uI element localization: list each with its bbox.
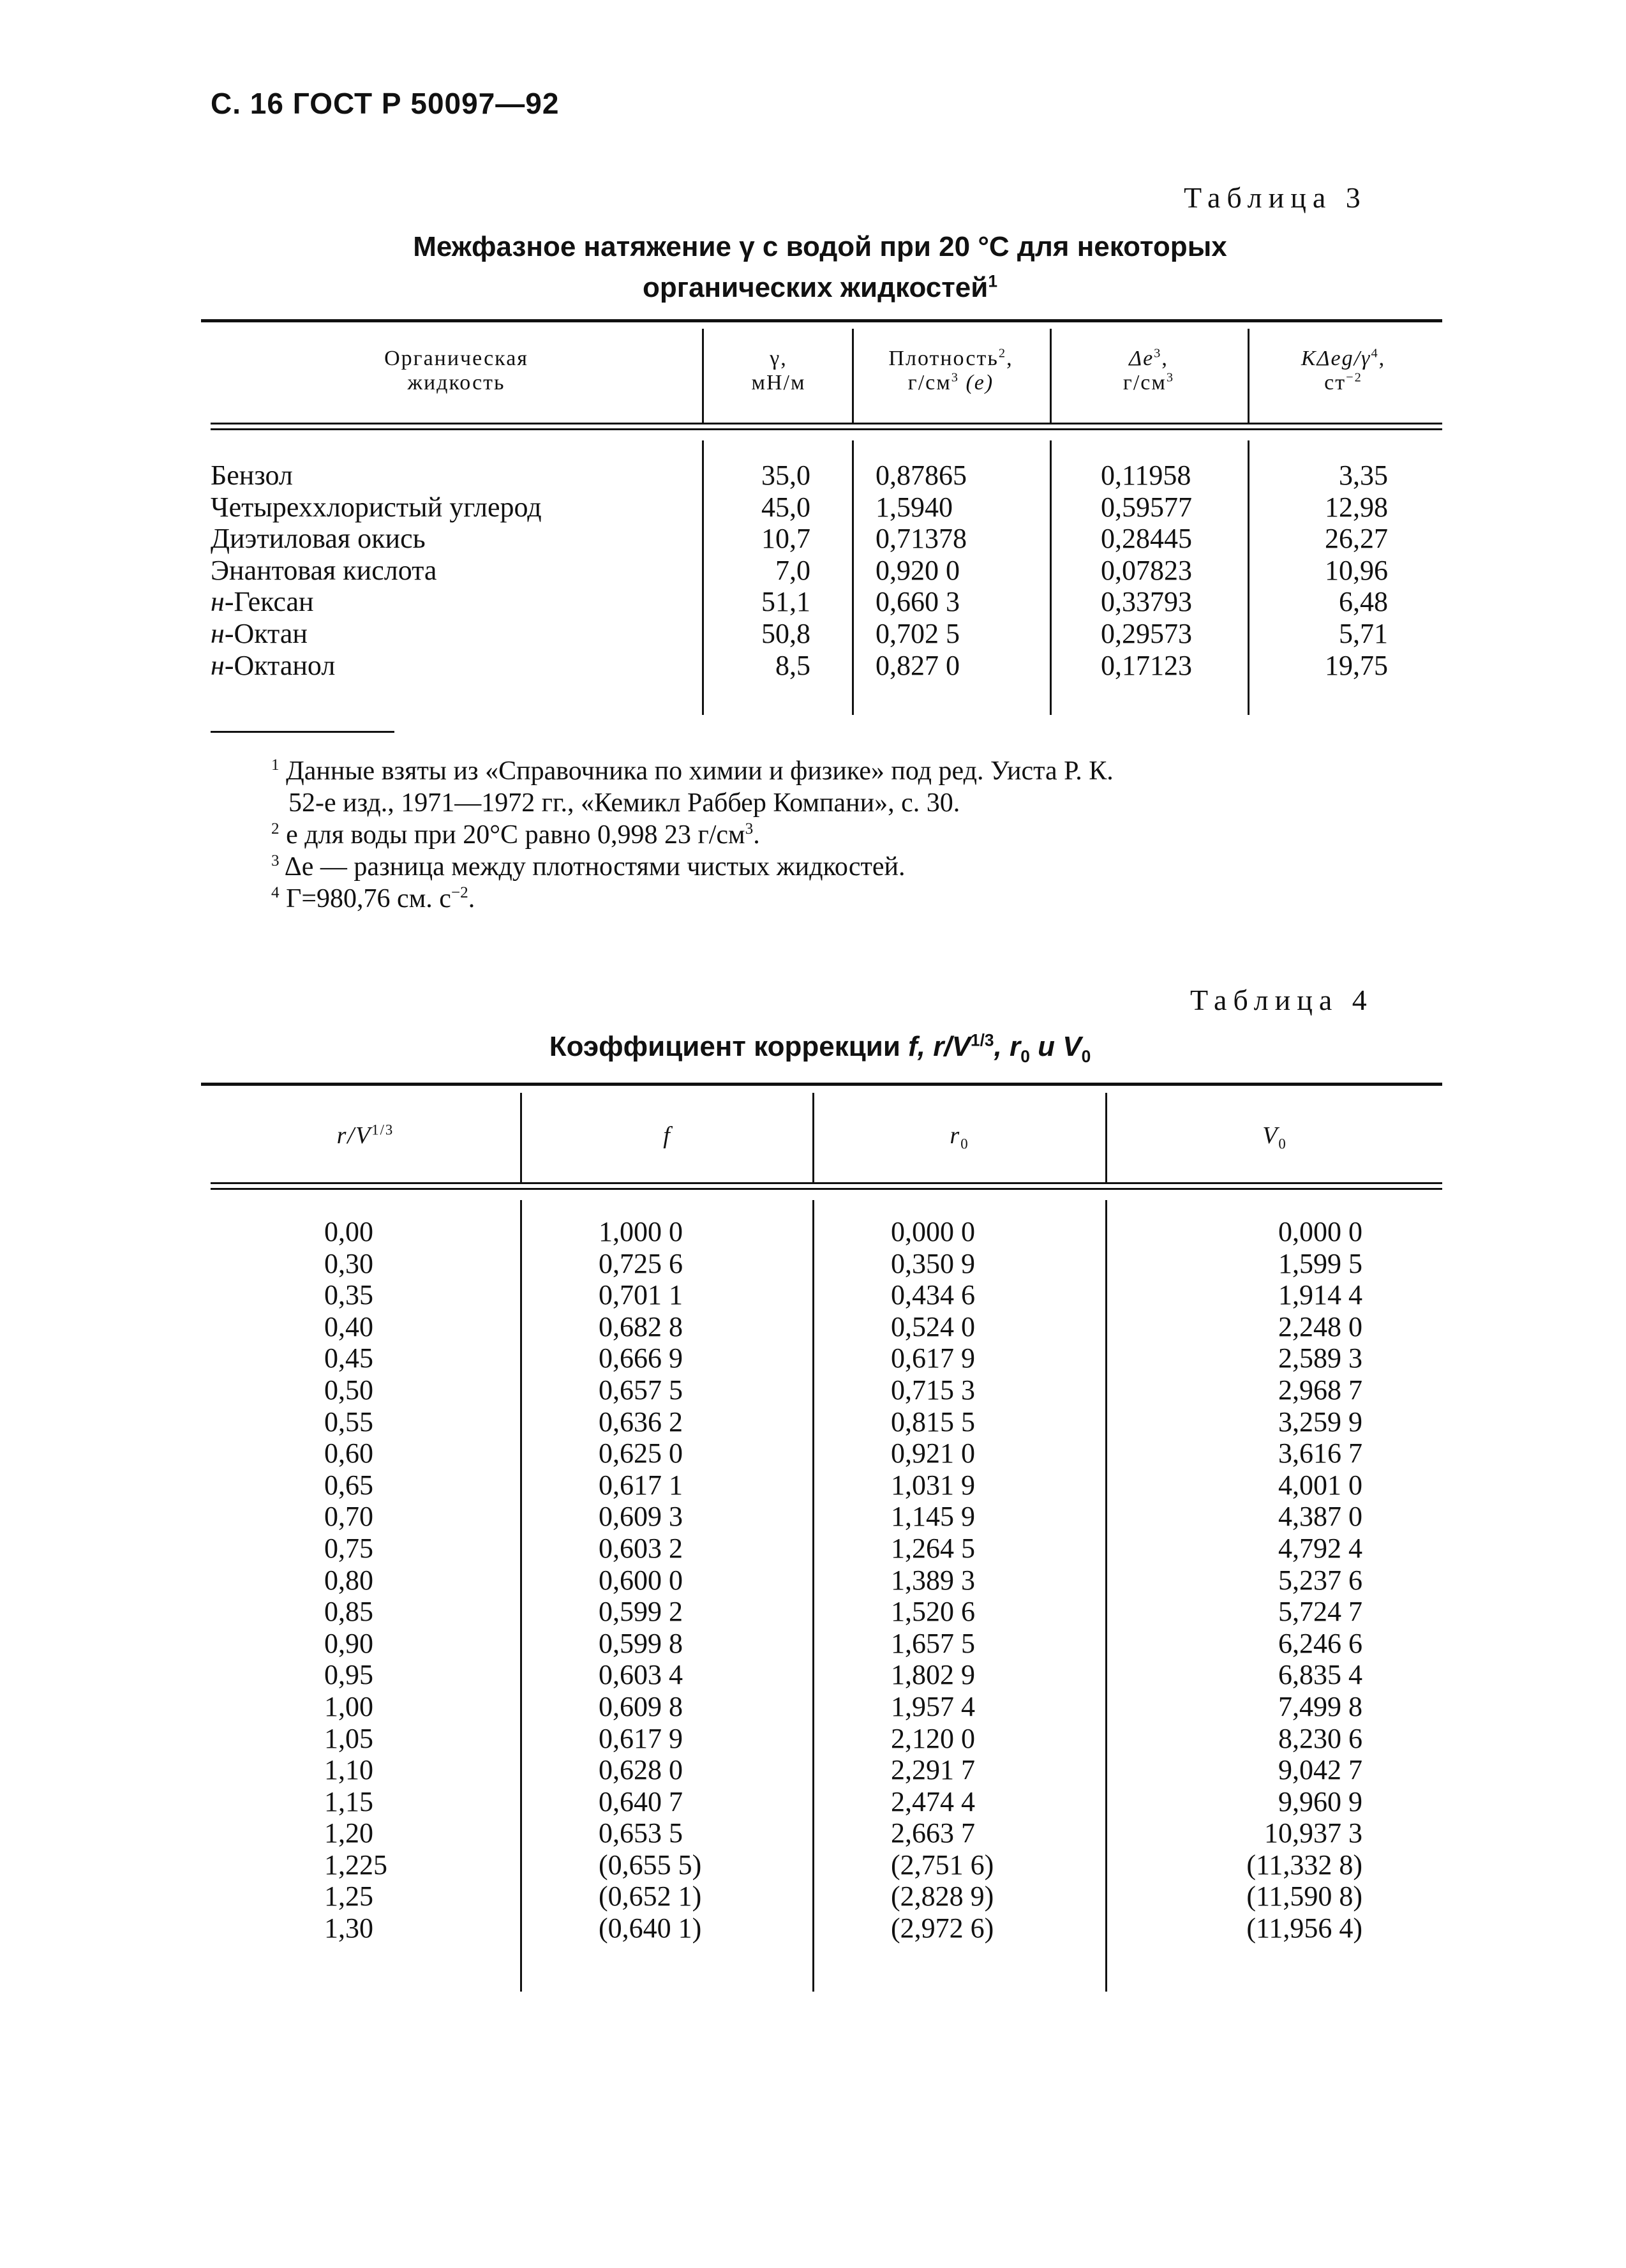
table3-cell-gamma: 10,7 [761,523,810,555]
density-footnote-mark: 2 [998,346,1007,361]
table4-cell-f: 0,609 8 [599,1690,683,1722]
table4-header-f-text: f [663,1122,671,1149]
footnote-4-text: Г=980,76 см. с [286,884,451,913]
table3-footnote-1-cont: 52-е изд., 1971—1972 гг., «Кемикл Раббер Компани», с. 30. [288,788,960,818]
footnote-1-line1: Данные взяты из «Справочника по химии и физике» под ред. Уиста Р. К. [286,756,1114,786]
table3-vrule-3-head [1050,329,1052,424]
table4-cell-v0: 9,960 9 [1278,1785,1362,1817]
table4-cell-r0: 0,921 0 [891,1438,975,1469]
table4-cell-r0: 1,520 6 [891,1596,975,1628]
table3-vrule-1-head [702,329,704,424]
table4-cell-f: 0,603 4 [599,1659,683,1691]
table4-cell-rv: 0,80 [324,1564,373,1596]
table4-header-v0-sub: 0 [1278,1136,1287,1152]
table4-title-f: f [908,1031,918,1062]
table3-header-rule-2 [211,428,1442,430]
table4-cell-r0: 2,663 7 [891,1817,975,1849]
footnote-3-mark: 3 [271,852,280,869]
table3-cell-density: 0,920 0 [876,554,960,586]
table4-cell-v0: 6,835 4 [1278,1659,1362,1691]
delta-symbol: Δe [1129,347,1154,370]
name-rest: -Гексан [224,586,314,618]
table3-footnote-1 [271,755,1114,787]
table4-cell-r0: 0,617 9 [891,1342,975,1374]
table3-cell-k: 10,96 [1325,554,1388,586]
table4-top-rule [201,1083,1442,1086]
table4-cell-r0: 2,474 4 [891,1785,975,1817]
table4-cell-r0: (2,972 6) [891,1912,994,1944]
table3-header-delta-line2 [1050,371,1248,395]
table4-cell-rv: 0,35 [324,1279,373,1311]
table3-cell-density: 1,5940 [876,491,953,523]
table4-cell-rv: 1,30 [324,1912,373,1944]
table3-cell-k: 26,27 [1325,523,1388,555]
table4-cell-r0: 1,657 5 [891,1627,975,1659]
table3-header-liquid [211,347,702,395]
page-header: С. 16 ГОСТ Р 50097—92 [211,87,560,120]
name-rest: -Октанол [224,649,336,681]
table3-cell-gamma: 51,1 [761,586,810,618]
table4-cell-rv: 0,45 [324,1342,373,1374]
table4-cell-v0: 10,937 3 [1264,1817,1362,1849]
table4-header-r0-sub: 0 [960,1136,969,1152]
table3-vrule-2-head [852,329,854,424]
table4-cell-v0: 0,000 0 [1278,1216,1362,1247]
table3-col-gamma [708,460,810,681]
table3-header-k [1248,347,1439,395]
density-unit: г/см [907,371,951,394]
table4-title-prefix: Коэффициент коррекции [549,1031,900,1062]
table4-title-r: , r [994,1031,1021,1062]
table4-cell-rv: 0,65 [324,1469,373,1501]
table4-cell-v0: 5,724 7 [1278,1596,1362,1628]
table4-cell-v0: 6,246 6 [1278,1627,1362,1659]
table3-cell-delta: 0,11958 [1101,460,1191,491]
table4-cell-r0: 1,264 5 [891,1532,975,1564]
table3-cell-delta: 0,33793 [1101,586,1192,618]
table4-header-rule-2 [211,1188,1442,1190]
table3-cell-delta: 0,07823 [1101,554,1192,586]
table4-vrule-3-body [1105,1200,1107,1992]
table3-header-liquid-line1: Органическая [384,347,528,370]
table4-cell-r0: 0,715 3 [891,1374,975,1406]
table4-cell-rv: 0,75 [324,1532,373,1564]
table4-cell-rv: 1,225 [324,1849,387,1881]
delta-footnote-mark: 3 [1154,346,1162,361]
table4-cell-v0: 4,001 0 [1278,1469,1362,1501]
table3-vrule-1-body [702,440,704,715]
table4-vrule-1-head [520,1093,522,1182]
table3-footnote-2 [271,819,760,851]
table4-cell-f: 0,599 8 [599,1627,683,1659]
footnote-2-end: . [753,820,760,850]
table4-cell-f: 0,636 2 [599,1406,683,1438]
table4-cell-f: (0,640 1) [599,1912,702,1944]
table3-footnote-3 [271,851,906,883]
density-unit-exp: 3 [951,370,959,385]
k-footnote-mark: 4 [1371,346,1379,361]
table3-header-density-line1 [852,347,1050,371]
table4-cell-f: (0,652 1) [599,1881,702,1912]
table4-header-rv-exp: 1/3 [371,1122,394,1138]
table4-cell-f: 0,600 0 [599,1564,683,1596]
table4-cell-v0: 3,259 9 [1278,1406,1362,1438]
table3-title-line1: Межфазное натяжение γ с водой при 20 °С для некоторых [413,231,1227,262]
table4-header-r0-text: r [950,1122,961,1149]
table3-cell-k: 6,48 [1339,586,1388,618]
density-symbol: (e) [966,371,994,394]
table4-col-r0 [891,1216,1082,1944]
table3-header-delta-line1 [1050,347,1248,371]
table3-cell-k: 12,98 [1325,491,1388,523]
table3-header-gamma-line2: мН/м [751,371,806,394]
table4-cell-f: 1,000 0 [599,1216,683,1247]
table3-top-rule [201,319,1442,322]
footnote-2-mark: 2 [271,820,280,837]
table4-cell-rv: 0,95 [324,1659,373,1691]
table4-header-v0-text: V [1262,1122,1279,1149]
table3-cell-gamma: 7,0 [775,554,810,586]
table3-cell-liquid: Четыреххлористый углерод [211,491,542,523]
table4-title-r-sub: 0 [1020,1046,1030,1066]
table3-title-line2-text: органических жидкостей [643,272,988,303]
table3-vrule-3-body [1050,440,1052,715]
density-comma: , [1006,347,1013,370]
table4-cell-r0: 2,291 7 [891,1754,975,1786]
table3-cell-gamma: 50,8 [761,617,810,649]
table4-cell-f: 0,617 9 [599,1722,683,1754]
table4-cell-rv: 1,25 [324,1881,373,1912]
table4-cell-f: 0,682 8 [599,1310,683,1342]
table3-cell-density: 0,87865 [876,460,967,491]
table4-title-v: и V [1029,1031,1082,1062]
k-unit-exp: −2 [1346,370,1362,385]
table4-cell-rv: 1,20 [324,1817,373,1849]
table4-cell-rv: 0,85 [324,1596,373,1628]
table4-cell-r0: 1,145 9 [891,1501,975,1533]
table4-cell-v0: 8,230 6 [1278,1722,1362,1754]
table4-cell-v0: 2,968 7 [1278,1374,1362,1406]
table4-cell-v0: 2,589 3 [1278,1342,1362,1374]
footnote-2-exp: 3 [745,820,754,837]
table4-cell-r0: (2,751 6) [891,1849,994,1881]
footnote-1-mark: 1 [271,756,280,774]
prefix-n: н [211,617,225,649]
table3-col-delta [1101,460,1241,681]
table4-cell-f: (0,655 5) [599,1849,702,1881]
name-rest: -Октан [224,617,308,649]
table3-cell-density: 0,702 5 [876,617,960,649]
table4-cell-f: 0,599 2 [599,1596,683,1628]
delta-comma: , [1161,347,1168,370]
table4-cell-r0: 0,000 0 [891,1216,975,1247]
footnote-4-mark: 4 [271,884,280,901]
table4-header-rv [211,1123,520,1148]
table4-header-r0 [814,1122,1105,1152]
table3-title-line2 [211,267,1429,308]
table4-title [211,1026,1429,1067]
table3-col-density [876,460,1041,681]
density-label: Плотность [888,347,999,370]
table4-cell-r0: 1,957 4 [891,1690,975,1722]
table4-col-f [599,1216,790,1944]
table3-vrule-4-head [1248,329,1249,424]
table3-cell-gamma: 8,5 [775,649,810,681]
table3-cell-delta: 0,28445 [1101,523,1192,555]
table4-vrule-2-head [812,1093,814,1182]
table4-cell-r0: 0,350 9 [891,1247,975,1279]
table4-vrule-1-body [520,1200,522,1992]
table4-vrule-3-head [1105,1093,1107,1182]
table3-label: Таблица 3 [1184,181,1367,214]
table4-cell-rv: 0,70 [324,1501,373,1533]
table4-cell-f: 0,628 0 [599,1754,683,1786]
table4-cell-f: 0,603 2 [599,1532,683,1564]
footnote-3-text: Δe — разница между плотностями чистых жидкостей. [284,852,906,882]
table4-cell-f: 0,640 7 [599,1785,683,1817]
table3-footnote-4 [271,883,475,915]
table4-cell-rv: 0,55 [324,1406,373,1438]
table4-header-f [522,1123,812,1148]
table4-cell-f: 0,657 5 [599,1374,683,1406]
table4-col-v0 [1117,1216,1362,1944]
prefix-n: н [211,649,225,681]
table4-vrule-2-body [812,1200,814,1992]
table4-cell-f: 0,653 5 [599,1817,683,1849]
table4-cell-f: 0,617 1 [599,1469,683,1501]
table4-cell-v0: 5,237 6 [1278,1564,1362,1596]
footnote-2-text: e для воды при 20°С равно 0,998 23 г/см [286,820,745,850]
table4-cell-r0: 1,802 9 [891,1659,975,1691]
table4-cell-r0: 1,389 3 [891,1564,975,1596]
table4-title-v-sub: 0 [1081,1046,1091,1066]
table4-cell-r0: 2,120 0 [891,1722,975,1754]
table4-cell-rv: 0,50 [324,1374,373,1406]
table3-header-delta [1050,347,1248,395]
table3-cell-gamma: 45,0 [761,491,810,523]
table4-cell-r0: 0,524 0 [891,1310,975,1342]
table4-cell-rv: 0,00 [324,1216,373,1247]
table4-cell-v0: 1,599 5 [1278,1247,1362,1279]
table3-header-density [852,347,1050,395]
table4-cell-rv: 1,10 [324,1754,373,1786]
table4-cell-rv: 0,90 [324,1627,373,1659]
footnote-4-exp: −2 [451,884,468,901]
table4-cell-v0: 9,042 7 [1278,1754,1362,1786]
table3-footnote-rule [211,731,394,733]
table3-cell-density: 0,660 3 [876,586,960,618]
table3-header-liquid-line2: жидкость [407,371,505,394]
table4-cell-f: 0,701 1 [599,1279,683,1311]
table4-cell-rv: 1,05 [324,1722,373,1754]
table3-cell-liquid: Диэтиловая окись [211,523,426,555]
table3-title [211,227,1429,308]
table3-cell-k: 3,35 [1339,460,1388,491]
delta-unit: г/см [1123,371,1167,394]
table3-cell-k: 19,75 [1325,649,1388,681]
table4-cell-r0: 0,815 5 [891,1406,975,1438]
table4-cell-rv: 1,00 [324,1690,373,1722]
table3-header-k-line2 [1248,371,1439,395]
table4-cell-v0: (11,332 8) [1246,1849,1362,1881]
table3-header-k-line1 [1248,347,1439,371]
table4-cell-v0: (11,590 8) [1246,1881,1362,1912]
table4-cell-f: 0,625 0 [599,1438,683,1469]
table4-cell-f: 0,725 6 [599,1247,683,1279]
table4-cell-rv: 0,60 [324,1438,373,1469]
table3-header-gamma-line1: γ, [770,347,787,370]
table3-cell-gamma: 35,0 [761,460,810,491]
table4-cell-rv: 0,30 [324,1247,373,1279]
k-symbol: KΔeg/γ [1301,347,1371,370]
table4-cell-v0: 3,616 7 [1278,1438,1362,1469]
table3-header-density-line2 [852,371,1050,395]
table4-cell-rv: 0,40 [324,1310,373,1342]
table4-cell-v0: 7,499 8 [1278,1690,1362,1722]
table4-cell-v0: 2,248 0 [1278,1310,1362,1342]
table3-header-gamma [705,347,852,395]
table3-col-k [1251,460,1388,681]
table4-col-rv [324,1216,490,1944]
table3-cell-k: 5,71 [1339,617,1388,649]
table4-label: Таблица 4 [1190,984,1373,1016]
table3-cell-density: 0,71378 [876,523,967,555]
table3-col-liquid [211,460,696,681]
table3-title-footnote-mark: 1 [988,271,997,291]
table4-cell-v0: 1,914 4 [1278,1279,1362,1311]
prefix-n: н [211,586,225,618]
footnote-4-end: . [468,884,475,913]
table4-cell-r0: (2,828 9) [891,1881,994,1912]
table3-cell-liquid [211,618,696,650]
table4-cell-f: 0,666 9 [599,1342,683,1374]
table4-header-v0 [1107,1122,1442,1152]
k-unit: ст [1324,371,1346,394]
table4-cell-v0: 4,792 4 [1278,1532,1362,1564]
table4-header-rule-1 [211,1182,1442,1184]
table4-header-rv-text: r/V [336,1122,372,1149]
table4-cell-rv: 1,15 [324,1785,373,1817]
table3-cell-liquid [211,586,696,618]
table4-cell-r0: 1,031 9 [891,1469,975,1501]
table4-cell-f: 0,609 3 [599,1501,683,1533]
table4-title-rv: , r/V [917,1031,971,1062]
delta-unit-exp: 3 [1166,370,1175,385]
table3-cell-delta: 0,29573 [1101,617,1192,649]
table3-header-rule-1 [211,423,1442,424]
table4-cell-v0: (11,956 4) [1246,1912,1362,1944]
table3-cell-delta: 0,59577 [1101,491,1192,523]
table4-cell-r0: 0,434 6 [891,1279,975,1311]
table3-vrule-4-body [1248,440,1249,715]
table4-title-exp: 1/3 [970,1030,994,1050]
table3-cell-density: 0,827 0 [876,649,960,681]
table3-vrule-2-body [852,440,854,715]
table4-cell-v0: 4,387 0 [1278,1501,1362,1533]
table3-cell-liquid: Бензол [211,460,293,491]
table3-cell-delta: 0,17123 [1101,649,1192,681]
table3-cell-liquid: Энантовая кислота [211,554,437,586]
k-comma: , [1378,347,1386,370]
table3-cell-liquid [211,650,696,682]
